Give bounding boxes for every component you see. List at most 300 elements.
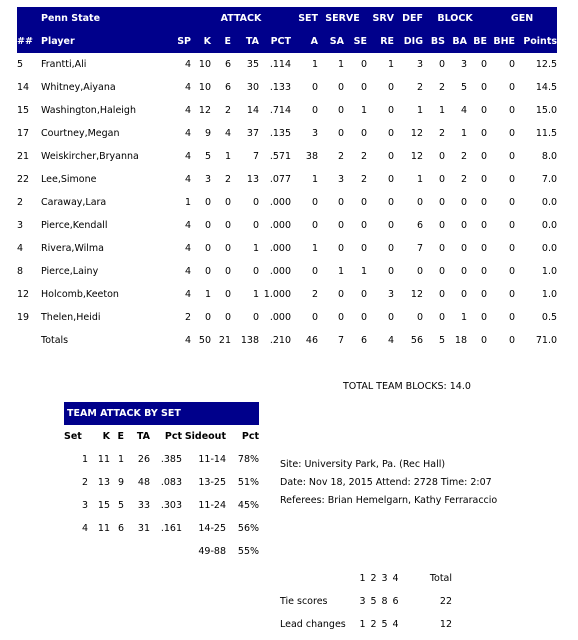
stat-cell: 1 (184, 197, 191, 208)
column-header: SA (329, 36, 344, 47)
player-row (17, 237, 557, 260)
stat-cell: 4 (184, 151, 191, 162)
stat-cell: Weiskircher,Bryanna (41, 151, 139, 162)
stat-cell: 15.0 (535, 105, 558, 116)
attack-by-set-column: Pct (241, 431, 260, 442)
ties-header-cell: Total (429, 573, 452, 584)
attack-by-set-cell: 4 (81, 523, 88, 534)
stat-cell: 0 (224, 220, 231, 231)
stat-cell: 0 (360, 289, 367, 300)
totals-row (17, 329, 557, 352)
player-row (17, 191, 557, 214)
stat-cell: 14 (17, 82, 30, 93)
stat-cell: 1 (252, 243, 259, 254)
stat-cell: 0 (360, 220, 367, 231)
column-header: TA (245, 36, 259, 47)
team-attack-by-set-table (64, 402, 259, 563)
stat-cell: 1.0 (541, 266, 558, 277)
stat-cell: 37 (246, 128, 259, 139)
ties-value: 3 (359, 596, 366, 607)
stat-cell: 0 (508, 151, 516, 162)
empty-cell (110, 540, 124, 563)
stat-cell: 15 (17, 105, 30, 116)
total-cell: 0 (508, 335, 516, 346)
player-stats-table (17, 7, 557, 352)
stat-cell: 3 (460, 59, 467, 70)
stat-cell: 13 (246, 174, 259, 185)
total-cell: 71.0 (535, 335, 558, 346)
ties-value: 1 (359, 619, 366, 630)
stat-cell: 1 (460, 128, 467, 139)
total-cell: 4 (184, 335, 191, 346)
attack-by-set-title-row (64, 402, 259, 425)
stat-cell: 6 (224, 59, 231, 70)
total-cell: 6 (360, 335, 367, 346)
attack-by-set-cell: 26 (137, 454, 150, 465)
stat-cell: 0 (508, 220, 516, 231)
stat-cell: 0 (224, 197, 231, 208)
player-row (17, 168, 557, 191)
ties-header-cell: 1 (359, 573, 366, 584)
total-cell: 5 (438, 335, 445, 346)
ties-header-row (280, 567, 452, 590)
attack-by-set-cell: 33 (137, 500, 150, 511)
column-header: BHE (493, 36, 516, 47)
stat-cell: 5 (17, 59, 24, 70)
stat-cell: 0 (508, 289, 516, 300)
stat-cell: 2 (224, 174, 231, 185)
stat-cell: 0 (438, 243, 445, 254)
player-rows (17, 53, 557, 352)
stat-cell: 2 (311, 289, 318, 300)
attack-by-set-cell: 6 (117, 523, 124, 534)
column-header: ## (17, 36, 33, 47)
stat-cell: 12 (410, 128, 423, 139)
stat-cell: 4 (460, 105, 467, 116)
stat-cell: 0 (204, 197, 211, 208)
stat-cell: 0 (508, 59, 516, 70)
stat-cell: Pierce,Lainy (41, 266, 99, 277)
total-cell: 18 (454, 335, 467, 346)
ties-value: 5 (370, 596, 377, 607)
stat-cell: 0 (438, 266, 445, 277)
ties-value: 8 (381, 596, 388, 607)
stat-cell: 0 (480, 312, 488, 323)
stat-cell: 1 (460, 312, 467, 323)
stat-cell: 0 (438, 312, 445, 323)
attack-by-set-cell: 9 (117, 477, 124, 488)
stat-cell: 9 (204, 128, 211, 139)
stat-cell: .133 (269, 82, 291, 93)
total-cell: .210 (269, 335, 291, 346)
stat-cell: 0 (387, 197, 394, 208)
stat-cell: 0 (387, 174, 394, 185)
attack-by-set-cell: 1 (117, 454, 124, 465)
stat-cell: 0 (387, 312, 394, 323)
stat-cell: 1 (387, 59, 394, 70)
stat-cell: Rivera,Wilma (41, 243, 104, 254)
stat-cell: 38 (305, 151, 318, 162)
stat-cell: 0 (311, 197, 318, 208)
stat-cell: .000 (269, 197, 291, 208)
stat-cell: 2 (438, 128, 445, 139)
stat-cell: 0 (438, 289, 445, 300)
stat-cell: 0 (416, 266, 423, 277)
stat-cell: 35 (246, 59, 259, 70)
box-score (17, 7, 557, 352)
stat-cell: 0 (204, 266, 211, 277)
stat-cell: 2 (17, 197, 24, 208)
stat-cell: 0 (508, 82, 516, 93)
stat-cell: 0 (416, 312, 423, 323)
stat-cell: 0 (508, 174, 516, 185)
column-header: K (203, 36, 211, 47)
stat-cell: 0 (360, 59, 367, 70)
attack-by-set-cell: .303 (160, 500, 182, 511)
stat-cell: 0 (311, 220, 318, 231)
column-header: SP (177, 36, 191, 47)
stat-cell: 0 (387, 151, 394, 162)
stat-cell: 7 (252, 151, 259, 162)
player-row (17, 283, 557, 306)
group-header-row (17, 7, 557, 30)
team-name: Penn State (41, 13, 101, 24)
stat-cell: 0 (387, 128, 394, 139)
stat-cell: 3 (416, 59, 423, 70)
stat-cell: .000 (269, 220, 291, 231)
attack-by-set-cell: 51% (237, 477, 260, 488)
stat-cell: 0 (311, 82, 318, 93)
total-cell: 21 (218, 335, 231, 346)
stat-cell: 1 (311, 174, 318, 185)
stat-cell: 0 (252, 266, 259, 277)
stat-cell: .000 (269, 312, 291, 323)
stat-cell: 4 (184, 59, 191, 70)
stat-cell: 2 (360, 151, 367, 162)
stat-cell: 6 (416, 220, 423, 231)
stat-cell: 0 (387, 82, 394, 93)
stat-cell: 0.0 (541, 197, 558, 208)
site-info: Site: University Park, Pa. (Rec Hall) (280, 459, 446, 470)
ties-value: 12 (439, 619, 452, 630)
stat-cell: 0 (337, 82, 344, 93)
ties-leads-table (280, 567, 452, 636)
stat-cell: 0 (252, 312, 259, 323)
stat-cell: 14.5 (535, 82, 558, 93)
attack-by-set-cell: 14-25 (198, 523, 226, 534)
attack-by-set-total-row (64, 540, 259, 563)
stat-cell: Thelen,Heidi (41, 312, 101, 323)
attack-by-set-cell: 15 (97, 500, 110, 511)
ties-value: 6 (392, 596, 399, 607)
stat-cell: 0.0 (541, 243, 558, 254)
attack-by-set-cell: 5 (117, 500, 124, 511)
stat-cell: 0 (460, 220, 467, 231)
stat-cell: 14 (246, 105, 259, 116)
stat-cell: 7 (416, 243, 423, 254)
stat-cell: 0 (508, 243, 516, 254)
stat-cell: 0 (204, 312, 211, 323)
stat-cell: 0 (480, 197, 488, 208)
stat-cell: .000 (269, 266, 291, 277)
stat-cell: 0 (224, 312, 231, 323)
stat-cell: 0 (480, 174, 488, 185)
attack-by-set-cell: 13-25 (198, 477, 226, 488)
attack-by-set-column: Pct (164, 431, 182, 442)
stat-cell: 0 (438, 220, 445, 231)
stat-cell: Whitney,Aiyana (41, 82, 116, 93)
stat-cell: 1 (416, 174, 423, 185)
attack-by-set-cell: 2 (81, 477, 88, 488)
ties-value: 4 (392, 619, 399, 630)
stat-cell: 2 (460, 151, 467, 162)
stat-cell: 0 (204, 243, 211, 254)
stat-cell: 0 (480, 243, 488, 254)
column-header-row (17, 30, 557, 53)
stat-cell: 0 (480, 220, 488, 231)
stat-cell: 0 (480, 151, 488, 162)
stat-cell: 0 (311, 266, 318, 277)
stat-cell: 1.000 (263, 289, 291, 300)
stat-cell: 2 (184, 312, 191, 323)
stat-cell: 3 (17, 220, 24, 231)
stat-cell: 8.0 (541, 151, 558, 162)
stat-cell: 30 (246, 82, 259, 93)
stat-cell: 7.0 (541, 174, 558, 185)
player-row (17, 99, 557, 122)
attack-by-set-title: TEAM ATTACK BY SET (67, 408, 181, 419)
stat-cell: 1 (360, 266, 367, 277)
ties-header-cell: 4 (392, 573, 399, 584)
column-header: DIG (403, 36, 423, 47)
stat-cell: 2 (224, 105, 231, 116)
stat-cell: Lee,Simone (41, 174, 97, 185)
attack-by-set-cell: 11-24 (198, 500, 226, 511)
attack-by-set-column: Sideout (184, 431, 226, 442)
stat-cell: 0 (224, 266, 231, 277)
stat-cell: 0 (508, 128, 516, 139)
ties-header-cell: 2 (370, 573, 377, 584)
stat-cell: 0 (360, 82, 367, 93)
stat-cell: 0 (337, 243, 344, 254)
stat-cell: 12 (198, 105, 211, 116)
stat-cell: 0 (438, 197, 445, 208)
total-cell: 0 (480, 335, 488, 346)
player-row (17, 306, 557, 329)
stat-cell: 1 (311, 59, 318, 70)
attack-by-set-row (64, 517, 259, 540)
lead-changes-row (280, 613, 452, 636)
stat-cell: 1 (337, 266, 344, 277)
column-header: PCT (270, 36, 291, 47)
player-row (17, 122, 557, 145)
attack-by-set-cell: 1 (81, 454, 88, 465)
tie-scores-row (280, 590, 452, 613)
stat-cell: 2 (438, 82, 445, 93)
stat-cell: 4 (184, 220, 191, 231)
stat-cell: Caraway,Lara (41, 197, 107, 208)
stat-cell: 5 (204, 151, 211, 162)
ties-value: 5 (381, 619, 388, 630)
attack-by-set-column: E (117, 431, 124, 442)
stat-cell: 0 (252, 220, 259, 231)
attack-by-set-column: K (102, 431, 110, 442)
group-def: DEF (402, 13, 423, 24)
stat-cell: 0 (480, 266, 488, 277)
stat-cell: 0 (438, 59, 445, 70)
stat-cell: 0 (416, 197, 423, 208)
column-header: BA (452, 36, 467, 47)
column-header: E (224, 36, 231, 47)
stat-cell: 4 (184, 266, 191, 277)
stat-cell: 17 (17, 128, 30, 139)
stat-cell: Courtney,Megan (41, 128, 120, 139)
stat-cell: 0 (460, 197, 467, 208)
stat-cell: 4 (184, 82, 191, 93)
stat-cell: 1 (204, 289, 211, 300)
empty-cell (88, 540, 110, 563)
stat-cell: 0 (252, 197, 259, 208)
attack-by-set-cell: .385 (160, 454, 182, 465)
stat-cell: 0 (480, 105, 488, 116)
stat-cell: 1 (416, 105, 423, 116)
stat-cell: 0 (460, 266, 467, 277)
stat-cell: 12 (410, 151, 423, 162)
stat-cell: 0 (387, 220, 394, 231)
stat-cell: 2 (360, 174, 367, 185)
stat-cell: 4 (224, 128, 231, 139)
stat-cell: 10 (198, 82, 211, 93)
stat-cell: 0 (480, 128, 488, 139)
ties-value: 2 (370, 619, 377, 630)
stat-cell: 3 (337, 174, 344, 185)
total-team-blocks: TOTAL TEAM BLOCKS: 14.0 (343, 381, 471, 392)
stat-cell: 0 (387, 105, 394, 116)
ties-label: Lead changes (280, 619, 346, 630)
stat-cell: 1 (252, 289, 259, 300)
stat-cell: 8 (17, 266, 24, 277)
stat-cell: 0 (387, 243, 394, 254)
stat-cell: Holcomb,Keeton (41, 289, 119, 300)
stat-cell: 0 (387, 266, 394, 277)
attack-by-set-column: Set (64, 431, 82, 442)
stat-cell: .114 (269, 59, 291, 70)
group-block: BLOCK (437, 13, 473, 24)
stat-cell: 0 (360, 243, 367, 254)
stat-cell: 0 (337, 128, 344, 139)
empty-cell (124, 540, 150, 563)
stat-cell: 12 (410, 289, 423, 300)
stat-cell: 22 (17, 174, 30, 185)
stat-cell: 4 (184, 105, 191, 116)
stat-cell: 12.5 (535, 59, 558, 70)
attack-by-set-cell: 11 (97, 454, 110, 465)
total-cell: 4 (387, 335, 394, 346)
stat-cell: 0 (360, 312, 367, 323)
player-row (17, 145, 557, 168)
stat-cell: 0 (438, 151, 445, 162)
stat-cell: 1 (337, 59, 344, 70)
total-cell: 46 (305, 335, 318, 346)
stat-cell: Frantti,Ali (41, 59, 87, 70)
stat-cell: 6 (224, 82, 231, 93)
column-header: BE (473, 36, 488, 47)
stat-cell: .135 (269, 128, 291, 139)
attack-by-set-cell: .161 (160, 523, 182, 534)
total-cell (17, 329, 41, 352)
attack-by-set-row (64, 494, 259, 517)
column-header: SE (353, 36, 367, 47)
stat-cell: 0 (480, 82, 488, 93)
stat-cell: 0 (337, 105, 344, 116)
stat-cell: 4 (184, 289, 191, 300)
stat-cell: 12 (17, 289, 30, 300)
stat-cell: 1 (360, 105, 367, 116)
attack-by-set-row (64, 471, 259, 494)
stat-cell: .714 (269, 105, 291, 116)
empty-cell (64, 540, 88, 563)
stat-cell: 4 (184, 243, 191, 254)
column-header: BS (430, 36, 445, 47)
empty-cell (280, 567, 357, 590)
date-info: Date: Nov 18, 2015 Attend: 2728 Time: 2:07 (280, 477, 492, 488)
stat-cell: 0 (508, 105, 516, 116)
stat-cell: 10 (198, 59, 211, 70)
stat-cell: 2 (416, 82, 423, 93)
stat-cell: 21 (17, 151, 30, 162)
stat-cell: 19 (17, 312, 30, 323)
group-gen: GEN (510, 13, 534, 24)
attack-by-set-cell: 11-14 (198, 454, 226, 465)
attack-by-set-rows (64, 425, 259, 563)
column-header: Player (41, 36, 75, 47)
player-row (17, 260, 557, 283)
empty-cell (150, 540, 182, 563)
stat-cell: 0 (360, 197, 367, 208)
column-header: A (310, 36, 318, 47)
group-serve: SERVE (325, 13, 360, 24)
stat-cell: 0 (224, 243, 231, 254)
player-row (17, 214, 557, 237)
stat-cell: 0 (460, 289, 467, 300)
stat-cell: 11.5 (535, 128, 558, 139)
stat-cell: 0 (311, 105, 318, 116)
stat-cell: 0 (508, 266, 516, 277)
attack-by-set-cell: 48 (137, 477, 150, 488)
player-row (17, 76, 557, 99)
stat-cell: 0 (224, 289, 231, 300)
stat-cell: 0 (337, 220, 344, 231)
stat-cell: 0.5 (541, 312, 558, 323)
stat-cell: 1 (438, 105, 445, 116)
stat-cell: Washington,Haleigh (41, 105, 136, 116)
stat-cell: .077 (269, 174, 291, 185)
attack-by-set-column: TA (136, 431, 150, 442)
total-sideout-pct: 55% (237, 546, 260, 557)
attack-by-set-cell: 45% (237, 500, 260, 511)
stat-cell: 4 (17, 243, 24, 254)
stat-cell: 0 (508, 197, 516, 208)
stat-cell: 3 (311, 128, 318, 139)
stat-cell: 1 (224, 151, 231, 162)
stat-cell: .000 (269, 243, 291, 254)
referees-info: Referees: Brian Hemelgarn, Kathy Ferraraccio (280, 495, 498, 506)
total-cell: 56 (410, 335, 423, 346)
attack-by-set-cell: 3 (81, 500, 88, 511)
stat-cell: 0 (337, 197, 344, 208)
stat-cell: 4 (184, 174, 191, 185)
group-srv: SRV (372, 13, 394, 24)
